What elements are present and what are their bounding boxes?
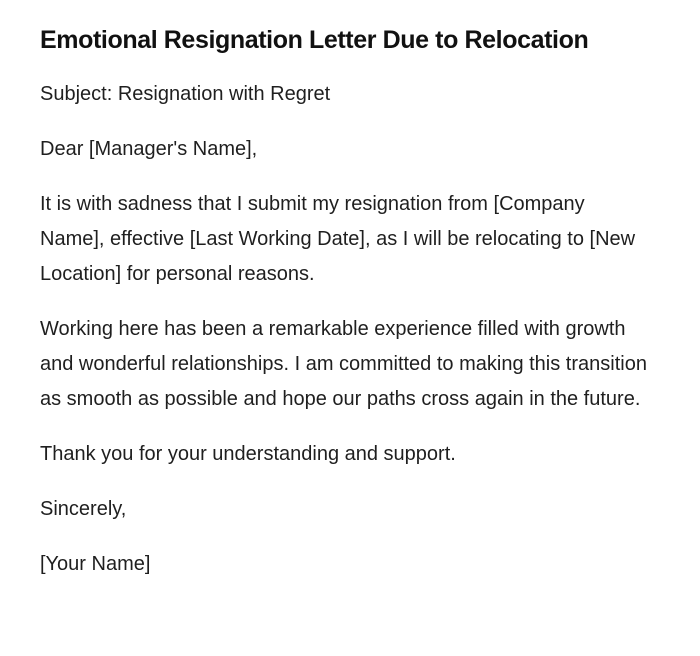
letter-closing: Sincerely, (40, 498, 127, 520)
letter-paragraph-3: Thank you for your understanding and support. (40, 443, 456, 465)
letter-salutation: Dear [Manager's Name], (40, 138, 258, 160)
letter-signature: [Your Name] (40, 553, 151, 575)
letter-title: Emotional Resignation Letter Due to Relocation (40, 26, 589, 54)
letter-paragraph-2: Working here has been a remarkable experience filled with growth and wonderful relationships. I am committed to making this transition as smooth as possible and hope our paths cross again in the future. (40, 318, 647, 410)
letter-paragraph-1: It is with sadness that I submit my resignation from [Company Name], effective [Last Working Date], as I will be relocating to [New Location] for personal reasons. (40, 193, 636, 285)
letter-subject: Subject: Resignation with Regret (40, 83, 331, 105)
